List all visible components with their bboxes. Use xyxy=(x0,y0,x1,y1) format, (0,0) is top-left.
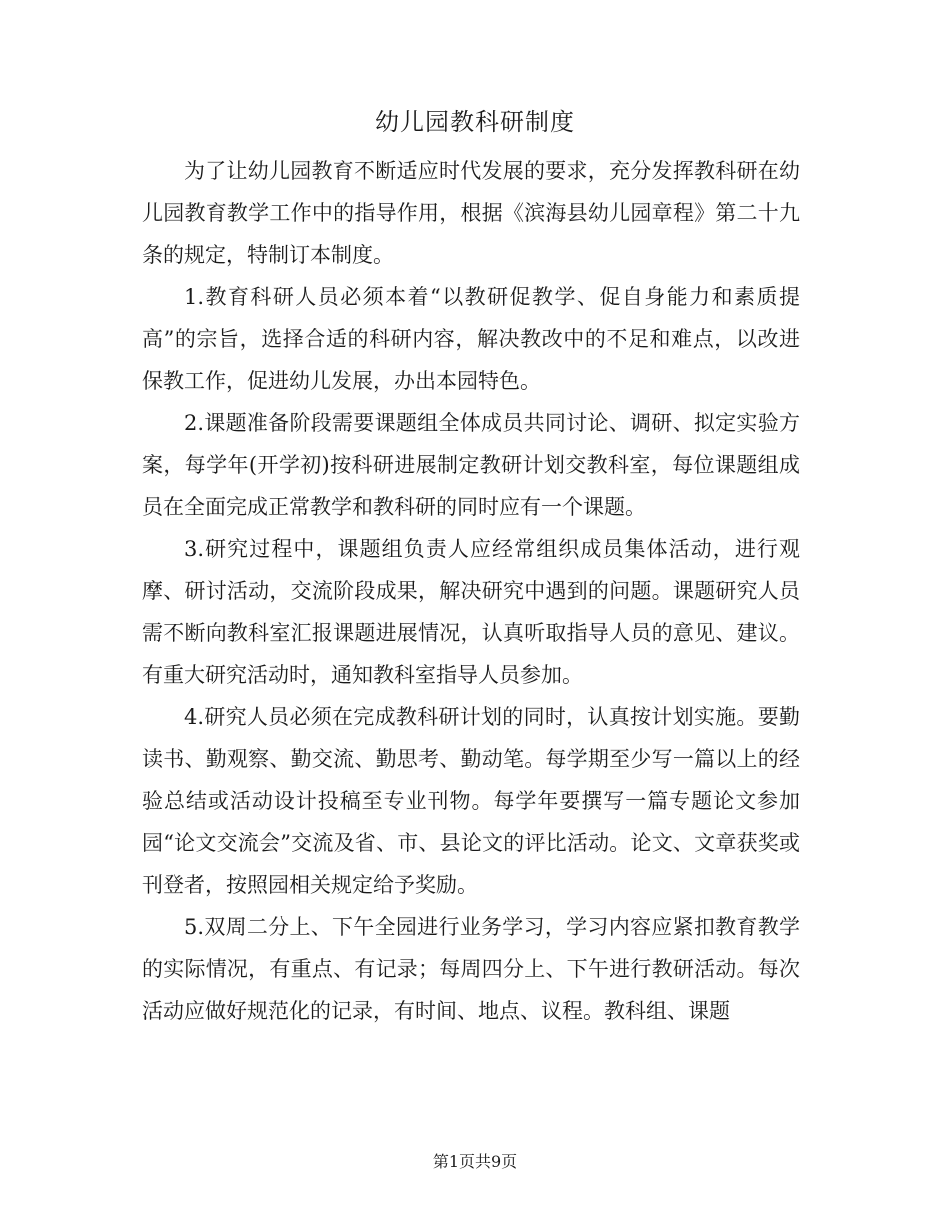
page-number-footer: 第1页共9页 xyxy=(432,1152,518,1171)
paragraph-item-4: 4.研究人员必须在完成教科研计划的同时，认真按计划实施。要勤读书、勤观察、勤交流、勤思考、勤动笔。每学期至少写一篇以上的经验总结或活动设计投稿至专业刊物。每学年要撰写一篇专题论文参加园“论文交流会”交流及省、市、县论文的评比活动。论文、文章获奖或刊登者，按照园相关规定给予奖励。 xyxy=(142,705,800,897)
paragraph-item-2: 2.课题准备阶段需要课题组全体成员共同讨论、调研、拟定实验方案，每学年(开学初)按科研进展制定教研计划交教科室，每位课题组成员在全面完成正常教学和教科研的同时应有一个课题。 xyxy=(142,411,800,519)
paragraph-item-5: 5.双周二分上、下午全园进行业务学习，学习内容应紧扣教育教学的实际情况，有重点、有记录；每周四分上、下午进行教研活动。每次活动应做好规范化的记录，有时间、地点、议程。教科组、课题 xyxy=(142,915,800,1023)
document-body xyxy=(142,150,800,1032)
paragraph-item-1: 1.教育科研人员必须本着“以教研促教学、促自身能力和素质提高”的宗旨，选择合适的科研内容，解决教改中的不足和难点，以改进保教工作，促进幼儿发展，办出本园特色。 xyxy=(142,285,800,393)
document-title: 幼儿园教科研制度 xyxy=(375,108,575,136)
paragraph-intro: 为了让幼儿园教育不断适应时代发展的要求，充分发挥教科研在幼儿园教育教学工作中的指导作用，根据《滨海县幼儿园章程》第二十九条的规定，特制订本制度。 xyxy=(142,159,800,267)
paragraph-item-3: 3.研究过程中，课题组负责人应经常组织成员集体活动，进行观摩、研讨活动，交流阶段成果，解决研究中遇到的问题。课题研究人员需不断向教科室汇报课题进展情况，认真听取指导人员的意见、建议。有重大研究活动时，通知教科室指导人员参加。 xyxy=(142,537,800,687)
